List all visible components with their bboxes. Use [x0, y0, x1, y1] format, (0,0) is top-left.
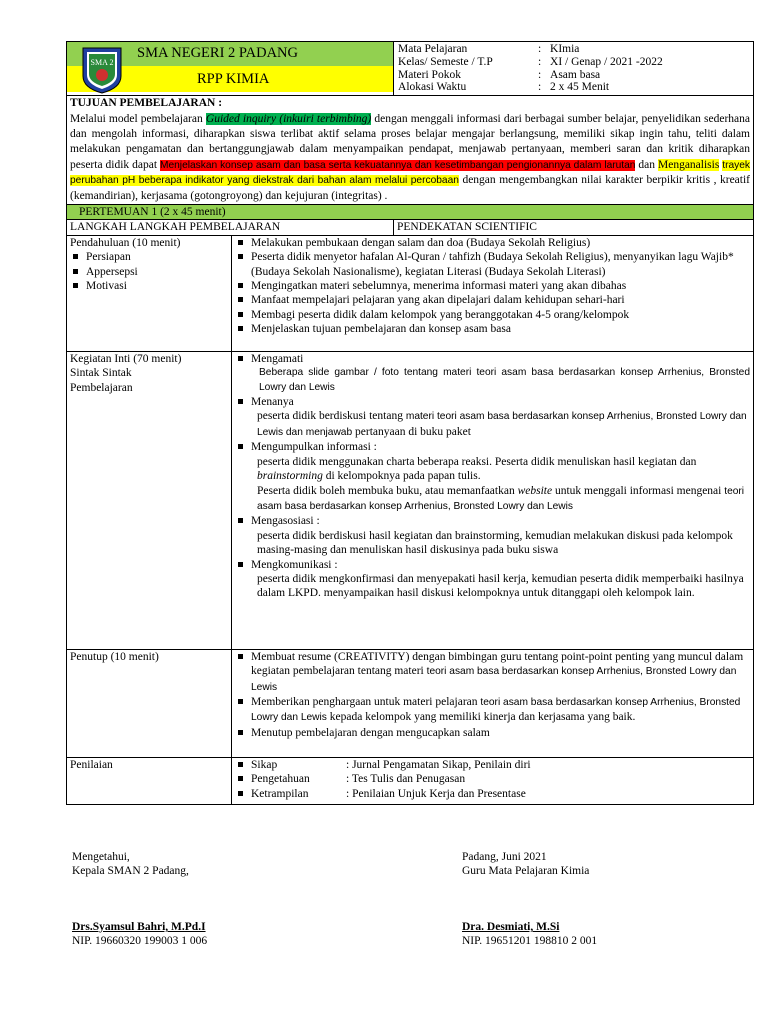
meta-row: Mata Pelajaran : KImia — [398, 43, 580, 55]
mengasosiasi-text: peserta didik berdiskusi hasil kegiatan dan brainstorming, kemudian melakukan diskusi pada kelompok masing-masing dan menuliskan hasil diskusinya pada buku siswa — [257, 529, 733, 557]
tujuan-heading: TUJUAN PEMBELAJARAN : — [70, 97, 223, 110]
meta-row: Materi Pokok : Asam basa — [398, 68, 601, 81]
doc-title: RPP KIMIA — [67, 66, 393, 92]
list-item: Ketrampilan : Penilaian Unjuk Kerja dan Presentase — [235, 787, 750, 801]
list-item: Melakukan pembukaan dengan salam dan doa (Budaya Sekolah Religius) — [235, 236, 750, 250]
school-logo — [79, 46, 125, 94]
list-item: Membuat resume (CREATIVITY) dengan bimbingan guru tentang point-point penting yang muncul dalam kegiatan pembelajaran tentang materi teori asam basa berdasarkan konsep Arrhenius, Bronsted Lowry dan Lewis — [235, 650, 750, 695]
meta-cell — [394, 42, 754, 96]
pertemuan-bar: PERTEMUAN 1 (2 x 45 menit) — [67, 205, 754, 220]
list-item: Menjelaskan tujuan pembelajaran dan konsep asam basa — [235, 322, 750, 336]
menanya-text: peserta didik berdiskusi tentang materi teori asam basa berdasarkan konsep Arrhenius, Bronsted Lowry dan Lewis dan menjawab pertanyaan di buku paket — [257, 410, 747, 438]
list-item: Memberikan penghargaan untuk materi pelajaran teori asam basa berdasarkan konsep Arrhenius, Bronsted Lowry dan Lewis kepada kelompok yang memiliki kinerja dan kerjasama yang baik. — [235, 695, 750, 726]
objective-highlight-yellow: Menganalisis — [657, 158, 720, 171]
signature-right: Padang, Juni 2021 Guru Mata Pelajaran Kimia — [462, 851, 590, 878]
penilaian-content — [232, 757, 754, 804]
list-item: Manfaat mempelajari pelajaran yang akan dipelajari dalam kehidupan sehari-hari — [235, 293, 750, 307]
meta-row: Kelas/ Semeste / T.P : XI / Genap / 2021 -2022 — [398, 55, 663, 68]
signature-right-name: Dra. Desmiati, M.Si NIP. 19651201 198810 2 001 — [462, 921, 598, 948]
signature-left-name: Drs.Syamsul Bahri, M.Pd.I NIP. 19660320 199003 1 006 — [72, 921, 208, 948]
pendahuluan-content — [232, 235, 754, 351]
school-name: SMA NEGERI 2 PADANG — [67, 42, 393, 66]
list-item: Peserta didik menyetor hafalan Al-Quran / tahfizh (Budaya Sekolah Religius), menyanyikan lagu Wajib* (Budaya Sekolah Nasionalisme), kegiatan Literasi (Budaya Sekolah Literasi) — [235, 250, 750, 279]
list-item: Menutup pembelajaran dengan mengucapkan salam — [235, 726, 750, 740]
meta-row: Alokasi Waktu : 2 x 45 Menit — [398, 81, 610, 94]
mengumpulkan-text-2: Peserta didik boleh membuka buku, atau memanfaatkan website untuk menggali informasi mengenai teori asam basa berdasarkan konsep Arrhenius, Bronsted Lowry dan Lewis — [257, 484, 745, 512]
penutup-content — [232, 649, 754, 757]
list-item: Sikap : Jurnal Pengamatan Sikap, Penilain diri — [235, 758, 750, 772]
list-item: Appersepsi — [70, 265, 228, 279]
mengkomunikasi-text: peserta didik mengkonfirmasi dan menyepakati hasil kerja, kemudian peserta didik memperbaiki hasilnya dalam LKPD. menyampaikan hasil diskusi kelompoknya untuk ditanggapi oleh kelompok lain. — [257, 572, 744, 600]
penilaian-label: Penilaian — [67, 757, 232, 804]
mengamati-text: Beberapa slide gambar / foto tentang materi teori asam basa berdasarkan konsep Arrhenius, Bronsted Lowry dan Lewis — [259, 367, 751, 393]
list-item: Pengetahuan : Tes Tulis dan Penugasan — [235, 772, 750, 786]
mengumpulkan-text: peserta didik menggunakan charta beberapa reaksi. Peserta didik menuliskan hasil kegiatan dan brainstorming di kelompoknya pada papan tulis. — [257, 455, 697, 483]
col-header-right: PENDEKATAN SCIENTIFIC — [394, 220, 754, 235]
list-item: Motivasi — [70, 279, 228, 293]
pendahuluan-label: Pendahuluan (10 menit) Persiapan Appersepsi Motivasi — [67, 235, 232, 351]
list-item: Mengkomunikasi : — [235, 558, 750, 572]
rpp-table — [66, 41, 754, 805]
model-highlight: Guided inquiry (inkuiri terbimbing) — [205, 112, 372, 125]
list-item: Mengingatkan materi sebelumnya, menerima informasi materi yang akan dibahas — [235, 279, 750, 293]
col-header-left: LANGKAH LANGKAH PEMBELAJARAN — [67, 220, 394, 235]
list-item: Mengumpulkan informasi : — [235, 440, 750, 454]
rpp-document — [66, 41, 753, 805]
inti-label: Kegiatan Inti (70 menit) Sintak Sintak Pembelajaran — [67, 351, 232, 649]
tujuan-section: TUJUAN PEMBELAJARAN : Melalui model pembelajaran Guided inquiry (inkuiri terbimbing) dengan menggali informasi dari berbagai sumber belajar, penyelidikan sederhana dan mengolah informasi, diharapkan siswa terlibat aktif selama proses belajar mengajar berlangsung, memiliki sikap ingin tahu, teliti dalam melakukan pengamatan dan bertanggungjawab dalam menyampaikan pendapat, menjawab pertanyaan, memberi saran dan kritik diharapkan peserta didik dapat Menjelaskan konsep asam dan basa serta kekuatannya dan kesetimbangan pengionannya dalam larutan dan Menganalisis trayek perubahan pH beberapa indikator yang diekstrak dari bahan alam melalui percobaan dengan mengembangkan nilai karakter berpikir kritis , kreatif (kemandirian), kerjasama (gotongroyong) dan kejujuran (integritas) . — [67, 96, 754, 205]
list-item: Menanya — [235, 395, 750, 409]
objective-highlight-red: Menjelaskan konsep asam dan basa serta kekuatannya dan kesetimbangan pengionannya dalam larutan — [159, 159, 636, 171]
list-item: Persiapan — [70, 250, 228, 264]
list-item: Mengasosiasi : — [235, 514, 750, 528]
list-item: Mengamati — [235, 352, 750, 366]
signature-left: Mengetahui, Kepala SMAN 2 Padang, — [72, 851, 189, 878]
list-item: Membagi peserta didik dalam kelompok yang beranggotakan 4-5 orang/kelompok — [235, 308, 750, 322]
header-left — [67, 42, 394, 96]
penutup-label: Penutup (10 menit) — [67, 649, 232, 757]
inti-content — [232, 351, 754, 649]
svg-text:SMA 2: SMA 2 — [90, 58, 114, 67]
